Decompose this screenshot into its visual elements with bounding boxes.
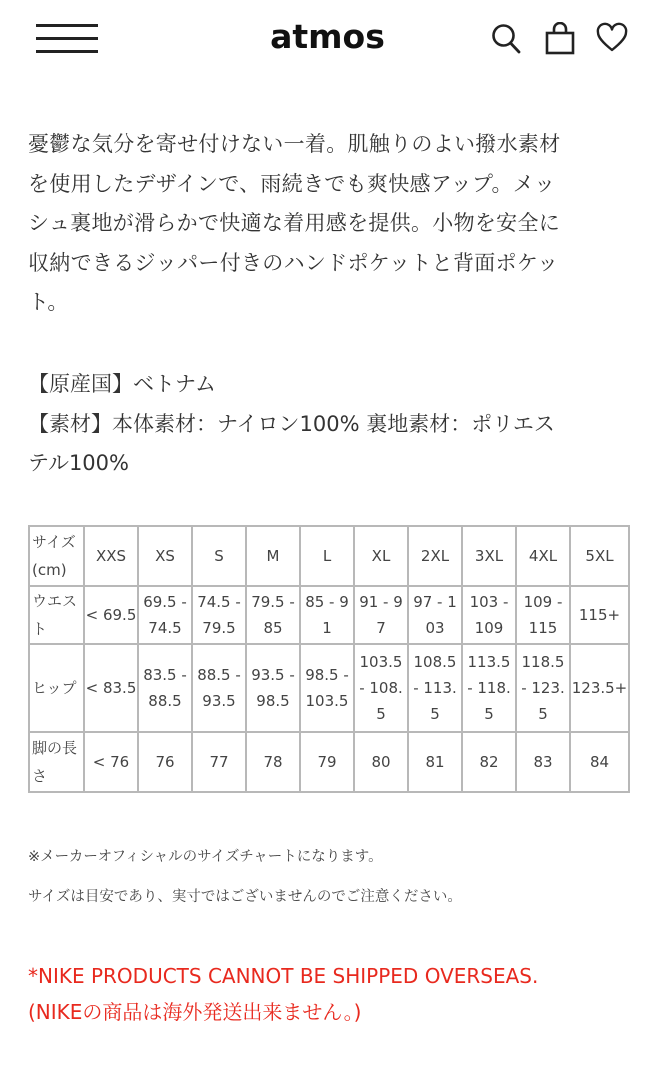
search-icon[interactable] bbox=[490, 22, 522, 56]
table-cell: < 69.5 bbox=[84, 586, 138, 644]
leg-length-label: 脚の長さ bbox=[29, 732, 84, 792]
shipping-notice-en: *NIKE PRODUCTS CANNOT BE SHIPPED OVERSEAS. bbox=[28, 964, 539, 988]
description-line: を使用したデザインで、雨続きでも爽快感アップ。メッ bbox=[28, 171, 556, 196]
description-line: ト。 bbox=[28, 290, 69, 314]
description-line: 収納できるジッパー付きのハンドポケットと背面ポケッ bbox=[28, 250, 559, 275]
product-description bbox=[28, 125, 628, 323]
hip-label: ヒップ bbox=[29, 644, 84, 732]
table-cell: < 83.5 bbox=[84, 644, 138, 732]
size-label: XL bbox=[354, 526, 408, 586]
size-label: 2XL bbox=[408, 526, 462, 586]
size-disclaimer: サイズは目安であり、実寸ではございませんのでご注意ください。 bbox=[28, 889, 462, 905]
table-cell: 77 bbox=[192, 732, 246, 792]
shipping-notice bbox=[28, 958, 638, 1030]
table-cell: 108.5 - 113.5 bbox=[408, 644, 462, 732]
size-label: M bbox=[246, 526, 300, 586]
table-cell: 76 bbox=[138, 732, 192, 792]
size-label: S bbox=[192, 526, 246, 586]
table-cell: 78 bbox=[246, 732, 300, 792]
heart-icon[interactable] bbox=[596, 22, 628, 56]
table-cell: 88.5 - 93.5 bbox=[192, 644, 246, 732]
table-cell: 85 - 91 bbox=[300, 586, 354, 644]
table-cell: 93.5 - 98.5 bbox=[246, 644, 300, 732]
waist-label: ウエスト bbox=[29, 586, 84, 644]
size-label: 3XL bbox=[462, 526, 516, 586]
table-cell: 74.5 - 79.5 bbox=[192, 586, 246, 644]
description-line: 憂鬱な気分を寄せ付けない一着。肌触りのよい撥水素材 bbox=[28, 132, 561, 156]
table-cell: 91 - 97 bbox=[354, 586, 408, 644]
table-cell: 81 bbox=[408, 732, 462, 792]
leg-length-row bbox=[29, 732, 629, 792]
table-cell: 83 bbox=[516, 732, 570, 792]
table-cell: 118.5 - 123.5 bbox=[516, 644, 570, 732]
table-cell: 83.5 - 88.5 bbox=[138, 644, 192, 732]
table-cell: 79.5 - 85 bbox=[246, 586, 300, 644]
table-cell: 80 bbox=[354, 732, 408, 792]
size-label: 5XL bbox=[570, 526, 629, 586]
size-label: XS bbox=[138, 526, 192, 586]
size-label: 4XL bbox=[516, 526, 570, 586]
size-label: XXS bbox=[84, 526, 138, 586]
shopping-bag-icon[interactable] bbox=[544, 22, 576, 56]
hip-row bbox=[29, 644, 629, 732]
size-chart-note: ※メーカーオフィシャルのサイズチャートになります。 bbox=[28, 849, 383, 865]
material-line: テル100% bbox=[28, 451, 129, 475]
material-line: 【素材】本体素材：ナイロン100% 裏地素材：ポリエス bbox=[28, 411, 555, 436]
waist-row bbox=[29, 586, 629, 644]
shipping-notice-ja: (NIKEの商品は海外発送出来ません。) bbox=[28, 1000, 362, 1024]
table-cell: 115+ bbox=[570, 586, 629, 644]
hamburger-menu-icon[interactable] bbox=[36, 24, 98, 54]
table-cell: 109 - 115 bbox=[516, 586, 570, 644]
table-cell: 103.5 - 108.5 bbox=[354, 644, 408, 732]
product-specs bbox=[28, 365, 628, 484]
table-cell: 113.5 - 118.5 bbox=[462, 644, 516, 732]
table-cell: 84 bbox=[570, 732, 629, 792]
site-header bbox=[0, 0, 655, 80]
size-chart-table bbox=[28, 525, 630, 793]
table-cell: 69.5 - 74.5 bbox=[138, 586, 192, 644]
description-line: シュ裏地が滑らかで快適な着用感を提供。小物を安全に bbox=[28, 211, 561, 235]
table-cell: 98.5 - 103.5 bbox=[300, 644, 354, 732]
table-cell: 123.5+ bbox=[570, 644, 629, 732]
size-header-row bbox=[29, 526, 629, 586]
table-cell: 82 bbox=[462, 732, 516, 792]
table-cell: 79 bbox=[300, 732, 354, 792]
site-logo: atmos bbox=[270, 17, 385, 56]
table-cell: 97 - 103 bbox=[408, 586, 462, 644]
table-cell: < 76 bbox=[84, 732, 138, 792]
size-header-label: サイズ(cm) bbox=[29, 526, 84, 586]
country-of-origin: 【原産国】ベトナム bbox=[28, 372, 216, 396]
table-cell: 103 - 109 bbox=[462, 586, 516, 644]
size-label: L bbox=[300, 526, 354, 586]
